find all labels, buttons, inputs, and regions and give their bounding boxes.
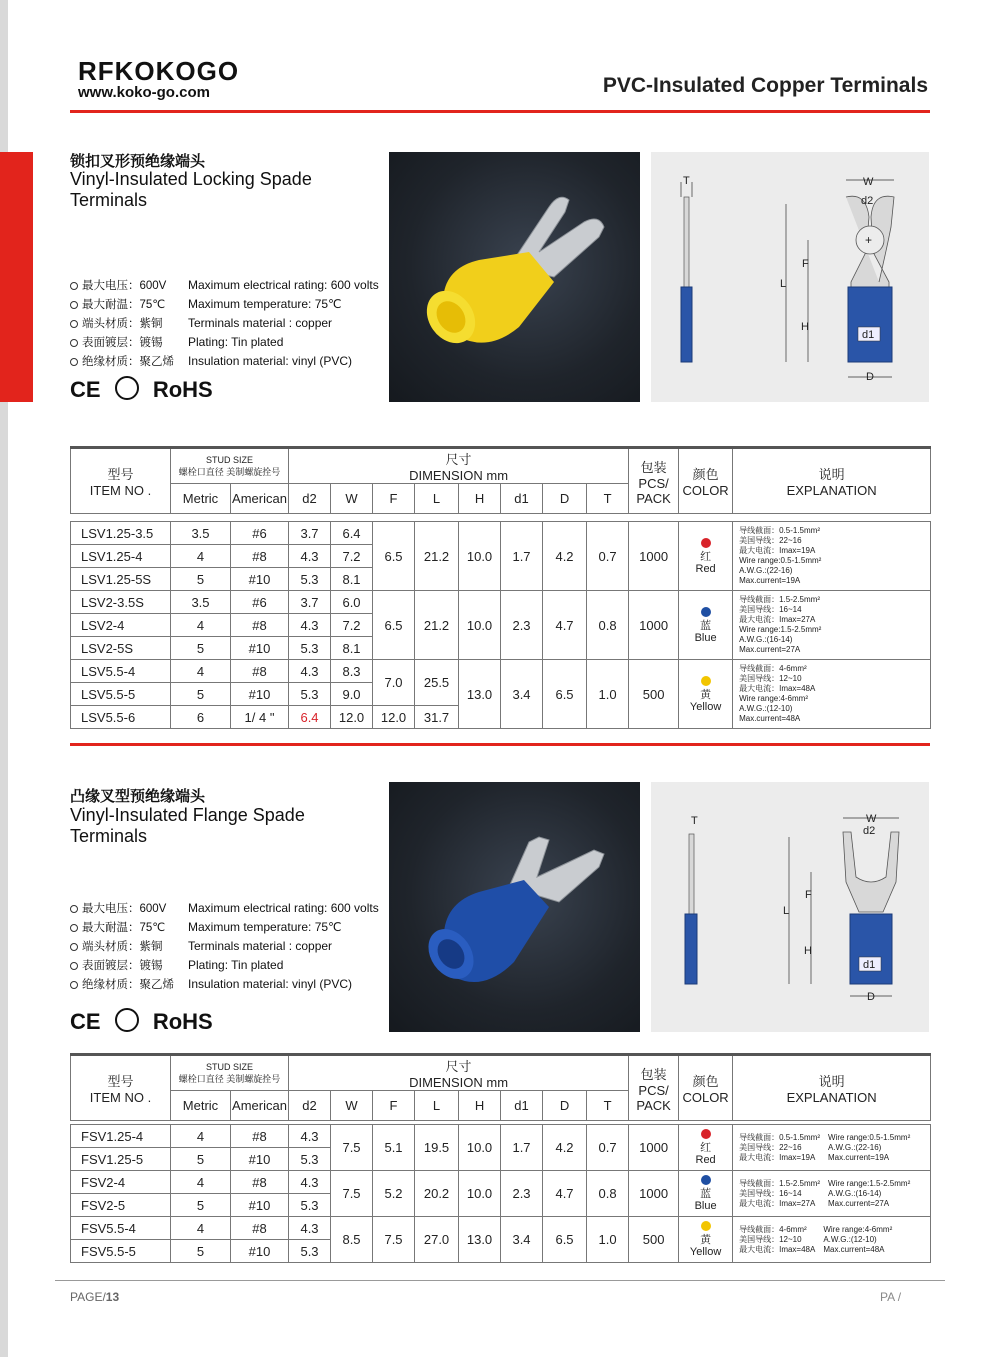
color-red: 红 Red xyxy=(679,522,733,591)
color-blue: 蓝 Blue xyxy=(679,1171,733,1217)
footer-right: PA / xyxy=(880,1290,902,1304)
yellow-dot-icon xyxy=(701,676,711,686)
section2-title-cn: 凸缘叉型预绝缘端头 xyxy=(70,788,206,805)
blue-dot-icon xyxy=(701,1175,711,1185)
dim-label-d: D xyxy=(866,371,874,383)
bullet-icon xyxy=(70,924,78,932)
color-red: 红 Red xyxy=(679,1125,733,1171)
spec-item: 最大耐温：75℃ Maximum temperature: 75℃ xyxy=(70,295,390,314)
dim-label-f: F xyxy=(805,889,812,901)
explanation-cell: 导线截面：1.5-2.5mm² 美国导线：16~14 最大电流：Imax=27A Wire range:1.5-2.5mm² A.W.G.:(16-14) Max.current=27A xyxy=(733,591,931,660)
section1-title-en-line1: Vinyl-Insulated Locking Spade xyxy=(70,169,312,189)
dim-label-d1: d1 xyxy=(862,329,875,341)
header-w: W xyxy=(331,1091,373,1121)
table-row: FSV1.25-4 4 #8 4.3 7.5 5.1 19.5 10.0 1.7 4.2 0.7 1000 红 Red 导线截面：0.5-1.5mm² 美国导线：22~16 最大电流：Imax=19A Wire range:0.5-1.5mm² A.W.G.:(22-16) Max.current=19A xyxy=(71,1125,931,1148)
bullet-icon xyxy=(70,282,78,290)
section-divider xyxy=(70,743,930,746)
section1-title-en-line2: Terminals xyxy=(70,190,148,210)
bullet-icon xyxy=(70,943,78,951)
table-row: FSV5.5-5 5 #10 5.3 xyxy=(71,1240,931,1263)
header-d1: d1 xyxy=(501,484,543,514)
product-photo-locking-spade xyxy=(389,152,640,402)
dim-label-l: L xyxy=(783,905,790,917)
header-h: H xyxy=(459,484,501,514)
dim-label-d2: d2 xyxy=(863,825,876,837)
dim-label-d: D xyxy=(867,991,875,1003)
explanation-cell: 导线截面：4-6mm² 美国导线：12~10 最大电流：Imax=48A Wire range:4-6mm² A.W.G.:(12-10) Max.current=48A xyxy=(733,660,931,729)
header-explanation: 说明 EXPLANATION xyxy=(733,448,931,514)
bullet-icon xyxy=(70,905,78,913)
spec-item: 绝缘材质：聚乙烯 Insulation material: vinyl (PVC) xyxy=(70,352,390,371)
header-pack: 包装 PCS/ PACK xyxy=(629,448,679,514)
table-row: LSV2-5S 5 #10 5.3 8.1 xyxy=(71,637,931,660)
dim-label-f: F xyxy=(802,258,809,270)
color-blue: 蓝 Blue xyxy=(679,591,733,660)
header-d1: d1 xyxy=(501,1091,543,1121)
table-row: FSV2-5 5 #10 5.3 xyxy=(71,1194,931,1217)
section1-specs xyxy=(70,276,390,371)
bullet-icon xyxy=(70,962,78,970)
header-d2: d2 xyxy=(289,1091,331,1121)
header-american: American xyxy=(231,484,289,514)
section2-title-en-line2: Terminals xyxy=(70,826,148,846)
dim-label-w: W xyxy=(863,176,874,188)
blue-dot-icon xyxy=(701,607,711,617)
section1-spec-table xyxy=(70,446,931,729)
header-d: D xyxy=(543,484,587,514)
bullet-icon xyxy=(70,301,78,309)
section2-title-en-line1: Vinyl-Insulated Flange Spade xyxy=(70,805,305,825)
table-row: LSV5.5-6 6 1/ 4 " 6.4 12.0 12.0 31.7 xyxy=(71,706,931,729)
color-yellow: 黄 Yellow xyxy=(679,660,733,729)
table-row: LSV2-3.5S 3.5 #6 3.7 6.0 6.5 21.2 10.0 2.3 4.7 0.8 1000 蓝 Blue 导线截面：1.5-2.5mm² 美国导线：16~14 最大电流：Imax=27A Wire range:1.5-2.5mm² A.W.G.:(16-14) Max.current=27A xyxy=(71,591,931,614)
brand-logo: RFKOKOGO xyxy=(78,56,240,86)
rohs-mark: RoHS xyxy=(152,377,213,402)
table-row: LSV5.5-5 5 #10 5.3 9.0 xyxy=(71,683,931,706)
table-row: FSV2-4 4 #8 4.3 7.5 5.2 20.2 10.0 2.3 4.7 0.8 1000 蓝 Blue 导线截面：1.5-2.5mm² 美国导线：16~14 最大电流：Imax=27A Wire range:1.5-2.5mm² A.W.G.:(16-14) Max.current=27A xyxy=(71,1171,931,1194)
header-f: F xyxy=(373,484,415,514)
header-american: American xyxy=(231,1091,289,1121)
spec-item: 最大电压：600V Maximum electrical rating: 600 volts xyxy=(70,276,390,295)
table-row: LSV5.5-4 4 #8 4.3 8.3 7.0 25.5 13.0 3.4 6.5 1.0 500 黄 Yellow 导线截面：4-6mm² 美国导线：12~10 最大电流：Imax=48A Wire range:4-6mm² A.W.G.:(12-10) Max.current=48A xyxy=(71,660,931,683)
header-l: L xyxy=(415,484,459,514)
explanation-cell: 导线截面：1.5-2.5mm² 美国导线：16~14 最大电流：Imax=27A Wire range:1.5-2.5mm² A.W.G.:(16-14) Max.current=27A xyxy=(733,1171,931,1217)
red-dot-icon xyxy=(701,1129,711,1139)
bullet-icon xyxy=(70,320,78,328)
dim-label-d1: d1 xyxy=(863,959,876,971)
doc-title: PVC-Insulated Copper Terminals xyxy=(602,74,928,97)
dim-label-d2: d2 xyxy=(861,195,874,207)
section1-title-en xyxy=(70,169,370,211)
spec-item: 端头材质：紫铜 Terminals material : copper xyxy=(70,937,390,956)
footer-rule xyxy=(55,1280,945,1281)
color-yellow: 黄 Yellow xyxy=(679,1217,733,1263)
header-pack: 包装 PCS/ PACK xyxy=(629,1055,679,1121)
header-color: 颜色 COLOR xyxy=(679,1055,733,1121)
red-dot-icon xyxy=(701,538,711,548)
yellow-spade-terminal-image xyxy=(389,152,640,402)
header-w: W xyxy=(331,484,373,514)
spec-item: 最大耐温：75℃ Maximum temperature: 75℃ xyxy=(70,918,390,937)
bullet-icon xyxy=(70,339,78,347)
header-t: T xyxy=(587,484,629,514)
dim-label-t: T xyxy=(691,815,698,827)
table-row: LSV1.25-5S 5 #10 5.3 8.1 xyxy=(71,568,931,591)
spec-item: 表面镀层：镀锡 Plating: Tin plated xyxy=(70,333,390,352)
ce-mark: CE xyxy=(70,1009,101,1034)
page-number: PAGE/13 xyxy=(70,1290,120,1304)
spec-item: 最大电压：600V Maximum electrical rating: 600 volts xyxy=(70,899,390,918)
sgs-icon xyxy=(115,1008,139,1032)
header-metric: Metric xyxy=(171,1091,231,1121)
header-f: F xyxy=(373,1091,415,1121)
dimension-diagram xyxy=(651,782,929,1032)
header-stud-size: STUD SIZE 螺栓口直径 美制螺旋拴号 xyxy=(171,448,289,484)
certifications xyxy=(70,1008,221,1035)
dimension-diagram xyxy=(651,152,929,402)
dim-label-l: L xyxy=(780,278,787,290)
svg-text:+: + xyxy=(865,233,873,247)
explanation-cell: 导线截面：0.5-1.5mm² 美国导线：22~16 最大电流：Imax=19A Wire range:0.5-1.5mm² A.W.G.:(22-16) Max.current=19A xyxy=(733,522,931,591)
dim-label-h: H xyxy=(801,321,809,333)
header-explanation: 说明 EXPLANATION xyxy=(733,1055,931,1121)
blue-spade-terminal-image xyxy=(389,782,640,1032)
technical-drawing-flange-spade xyxy=(651,782,929,1032)
header-d: D xyxy=(543,1091,587,1121)
yellow-dot-icon xyxy=(701,1221,711,1231)
bullet-icon xyxy=(70,358,78,366)
section2-title-en xyxy=(70,805,370,847)
section2-spec-table xyxy=(70,1053,931,1263)
header-d2: d2 xyxy=(289,484,331,514)
explanation-cell: 导线截面：4-6mm² 美国导线：12~10 最大电流：Imax=48A Wire range:4-6mm² A.W.G.:(12-10) Max.current=48A xyxy=(733,1217,931,1263)
product-photo-flange-spade xyxy=(389,782,640,1032)
section2-specs xyxy=(70,899,390,994)
spec-item: 端头材质：紫铜 Terminals material : copper xyxy=(70,314,390,333)
spec-item: 表面镀层：镀锡 Plating: Tin plated xyxy=(70,956,390,975)
table-row: LSV2-4 4 #8 4.3 7.2 xyxy=(71,614,931,637)
header-color: 颜色 COLOR xyxy=(679,448,733,514)
dim-label-w: W xyxy=(866,813,877,825)
header-l: L xyxy=(415,1091,459,1121)
spec-item: 绝缘材质：聚乙烯 Insulation material: vinyl (PVC) xyxy=(70,975,390,994)
table-row: LSV1.25-4 4 #8 4.3 7.2 xyxy=(71,545,931,568)
table-row: LSV1.25-3.5 3.5 #6 3.7 6.4 6.5 21.2 10.0 1.7 4.2 0.7 1000 红 Red 导线截面：0.5-1.5mm² 美国导线：22~16 最大电流：Imax=19A Wire range:0.5-1.5mm² A.W.G.:(22-16) Max.current=19A xyxy=(71,522,931,545)
header-stud-size: STUD SIZE 螺栓口直径 美制螺旋拴号 xyxy=(171,1055,289,1091)
certifications xyxy=(70,376,221,403)
header-t: T xyxy=(587,1091,629,1121)
header-dimension: 尺寸 DIMENSION mm xyxy=(289,1055,629,1091)
sgs-icon xyxy=(115,376,139,400)
bullet-icon xyxy=(70,981,78,989)
table-row: FSV5.5-4 4 #8 4.3 8.5 7.5 27.0 13.0 3.4 6.5 1.0 500 黄 Yellow 导线截面：4-6mm² 美国导线：12~10 最大电流：Imax=48A Wire range:4-6mm² A.W.G.:(12-10) Max.current=48A xyxy=(71,1217,931,1240)
dim-label-h: H xyxy=(804,945,812,957)
header-dimension: 尺寸 DIMENSION mm xyxy=(289,448,629,484)
ce-mark: CE xyxy=(70,377,101,402)
header-item-no: 型号 ITEM NO . xyxy=(71,448,171,514)
technical-drawing-locking-spade xyxy=(651,152,929,402)
brand-url: www.koko-go.com xyxy=(78,84,210,101)
header-metric: Metric xyxy=(171,484,231,514)
header-rule xyxy=(70,110,930,113)
section1-title-cn: 锁扣叉形预绝缘端头 xyxy=(70,153,206,170)
explanation-cell: 导线截面：0.5-1.5mm² 美国导线：22~16 最大电流：Imax=19A Wire range:0.5-1.5mm² A.W.G.:(22-16) Max.current=19A xyxy=(733,1125,931,1171)
header-item-no: 型号 ITEM NO . xyxy=(71,1055,171,1121)
dim-label-t: T xyxy=(683,175,690,187)
section-marker xyxy=(0,152,33,402)
header-h: H xyxy=(459,1091,501,1121)
rohs-mark: RoHS xyxy=(152,1009,213,1034)
table-row: FSV1.25-5 5 #10 5.3 xyxy=(71,1148,931,1171)
